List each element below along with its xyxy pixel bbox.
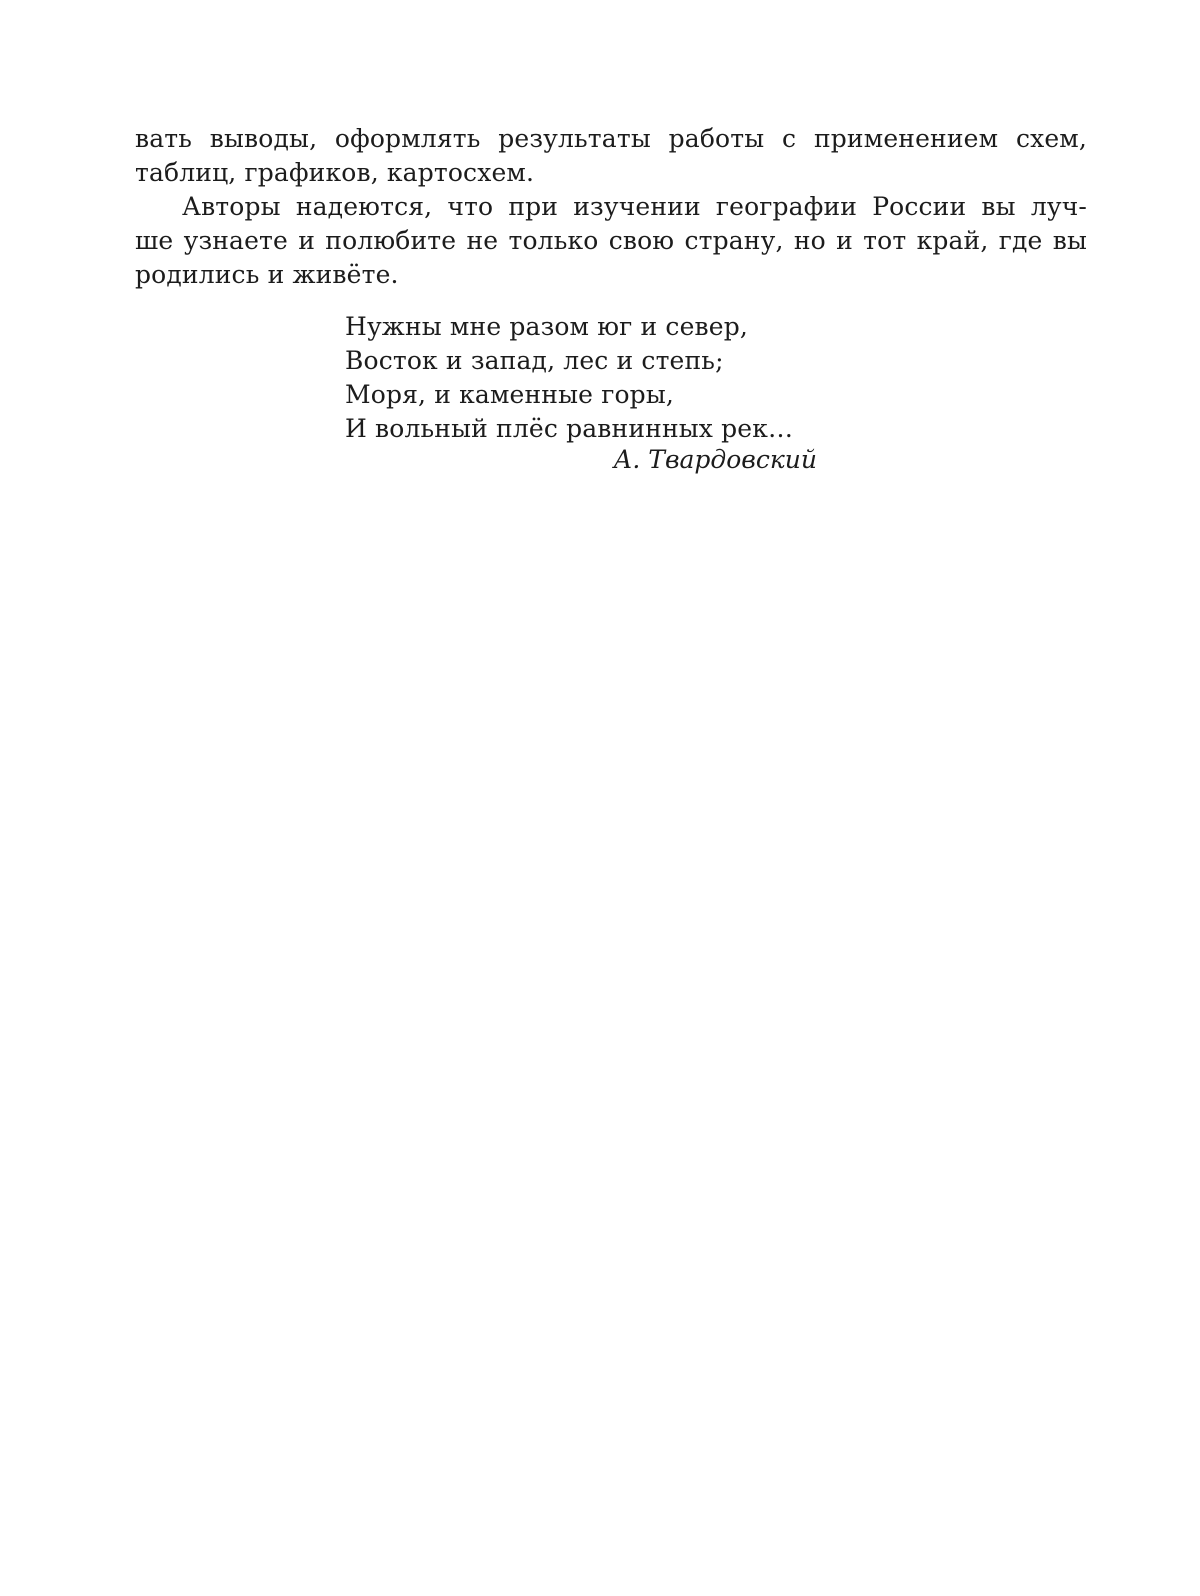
- poem-line-1: Нужны мне разом юг и север,: [345, 312, 748, 341]
- paragraph-1-line-2: таблиц, графиков, картосхем.: [135, 158, 535, 187]
- poem-line-2: Восток и запад, лес и степь;: [345, 346, 724, 375]
- poem-line-4: И вольный плёс равнинных рек…: [345, 414, 794, 443]
- poem-author: А. Твардовский: [613, 445, 817, 474]
- body-text: [135, 122, 1087, 292]
- epigraph-poem: [345, 310, 793, 446]
- paragraph-2-line-3: родились и живёте.: [135, 260, 399, 289]
- paragraph-2-line-2: ше узнаете и полюбите не только свою страну, но и тот край, где вы: [135, 226, 1087, 255]
- paragraph-1-line-1: вать выводы, оформлять результаты работы с применением схем,: [135, 124, 1087, 153]
- poem-line-3: Моря, и каменные горы,: [345, 380, 674, 409]
- paragraph-2-line-1: Авторы надеются, что при изучении географии России вы луч-: [182, 192, 1087, 221]
